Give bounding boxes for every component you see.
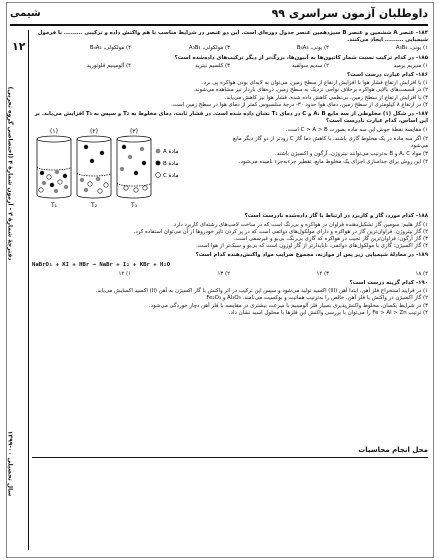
question-187-options [214, 127, 428, 167]
legend-b: B مادهٔ [163, 161, 179, 168]
option[interactable]: ۱) منیزیم برمید [393, 62, 428, 69]
option[interactable]: ۱) یونی، A₃B₄ [395, 45, 428, 52]
questions-area [32, 30, 428, 550]
figure-label-3: (۳) [130, 128, 138, 136]
option[interactable]: ۱) ۱۲ [118, 270, 131, 277]
page-header [10, 4, 428, 22]
option[interactable]: ۱) در فرایند استخراج فلز آهن، ابتدا آهن (III) اکسید تولید می‌شود و سپس این ترکیب در اثر واکنش با گاز اکسیژن به آهن (II) اکسید اکسایش می‌یابد. [95, 288, 428, 295]
scratch-divider [32, 457, 428, 458]
option[interactable]: ۴) ۱۸ [415, 270, 428, 277]
option[interactable]: ۲) ۱۳ [217, 270, 230, 277]
option[interactable]: ۳) مواد A، C و B به‌ترتیب می‌توانند نیتروژن، آرگون و اکسیژن باشند. [275, 151, 428, 158]
option[interactable]: ۱) با افزایش ارتفاع فشار هوا با افزایش ارتفاع از سطح زمین، می‌توان به لایه‌ای بودن هواکره پی برد. [202, 80, 428, 87]
option[interactable]: ۳) ۱۴ [316, 270, 329, 277]
options-184 [32, 45, 428, 52]
question-187-block [32, 127, 428, 211]
legend-c: C مادهٔ [163, 173, 179, 180]
option[interactable]: ۳) در شرایط یکسان، مخلوط واکنش‌پذیری بسیار فلز آلومینیم با سرعت بیشتری در مقایسه با فلز آهن دچار خوردگی می‌شود. [149, 302, 428, 309]
option[interactable]: ۴) ترتیب Fe > Al > Zn را می‌توان با بررسی واکنش این فلزها با محلول اسید نشان داد. [228, 309, 428, 316]
question-188: ۱۸۸- کدام مورد، گاز و کاربرد در ارتباط با گاز داده‌شده نادرست است؟ [244, 213, 428, 220]
subject-title: شیمی [10, 7, 41, 19]
option[interactable]: ۲) در قسمت‌های بالایی هواکره برخلاف نواحی نزدیک به سطح زمین، ذره‌های باردار نیز مشاهده می‌شوند. [193, 87, 428, 94]
question-189: ۱۸۹- در معادلهٔ شیمیایی زیر پس از موازنه، مجموع ضرایب مواد واکنش‌دهنده کدام است؟ [195, 252, 428, 259]
options-189 [32, 271, 428, 278]
legend-a: A مادهٔ [163, 149, 179, 156]
cylinder-2 [77, 136, 111, 198]
option[interactable]: ۲) سدیم سولفید [292, 62, 329, 69]
question-184: ۱۸۴- عنصر A ششمین و عنصر B سیزدهمین عنصر جدول دوره‌ای است. این دو عنصر در شرایط مناسب با هم واکنش داده و ترکیبی ......... با فرمول شیمیایی ......... ایجاد می‌کنند. [37, 30, 428, 44]
option[interactable]: ۲) گاز نیتروژن: فراوان‌ترین گاز در هواکره و دارای مولکول‌های دواتمی است که در پر کردن تایر خودروها از آن می‌توان استفاده کرد. [133, 228, 428, 235]
option[interactable]: ۴) آلومینیم فلوئورید [86, 62, 131, 69]
sidebar-vertical-date: سال تحصیلی ۰۰-۱۳۹۹ [6, 430, 14, 497]
options-185 [32, 63, 428, 70]
question-190: ۱۹۰- کدام گزینه درست است؟ [349, 280, 428, 287]
option[interactable]: ۲) گاز اکسیژن در واکنش با فلز آهن، خالص را به‌ترتیب هماتیت و بوکسیت می‌نامند. Al₂O₃ و Fe₂O₃ [206, 295, 428, 302]
figure-legend [156, 149, 179, 179]
sidebar-vertical-title: دفترچهٔ شمارهٔ ۳ - آزمون شمارهٔ ۴ (اختصاصی گروه تجربی) [6, 86, 14, 261]
option[interactable]: ۳) کلسیم نیترید [195, 62, 230, 69]
scratch-area-label: محل انجام محاسبات [358, 446, 428, 454]
cylinder-1-particles [39, 170, 68, 193]
option[interactable]: ۲) اگر سه ماده در یک مخلوط گازی باشند، با کاهش دما گاز C زودتر از دو گاز دیگر مایع می‌شود. [232, 135, 428, 149]
option[interactable]: ۴) در ارتفاع ۸ کیلومتری از سطح زمین، دمای هوا حدود ۳۰- درجهٔ سلسیوس کمتر از دمای هوا در سطح زمین است. [171, 101, 428, 108]
option[interactable]: ۱) مقایسهٔ نقطهٔ جوش این سه ماده بصورت C > A > B است. [285, 127, 428, 134]
question-187: ۱۸۷- در شکل (۱) مخلوطی از سه مایع A، B و C در دمای T₁ نشان داده شده است. در فشار ثابت، دمای مخلوط به T₂ و سپس به T₃ افزایش می‌یابد. بر این اساس، کدام عبارت نادرست است؟ [34, 111, 428, 125]
page-number: ۱۲ [12, 40, 26, 53]
exam-title: داوطلبان آزمون سراسری ۹۹ [271, 6, 428, 20]
option[interactable]: ۳) مولکولی، A₃B₄ [188, 45, 230, 52]
option[interactable]: ۴) این روش برای جداسازی اجزای یک مخلوط مایع، تقطیر جزءبه‌جزء نامیده می‌شود. [238, 159, 428, 166]
option[interactable]: ۱) گاز هلیم: سومین گاز تشکیل‌دهنده فراوان در هواکره و بی‌رنگ است که در ساخت لامپ‌های رشته‌ای کاربرد دارد. [172, 221, 428, 228]
temp-t2: T₂ [90, 202, 98, 210]
cylinder-2-particles [80, 145, 108, 193]
mixture-figure [32, 127, 207, 211]
temp-t1: T₁ [50, 202, 58, 210]
option[interactable]: ۳) با افزایش ارتفاع از سطح زمین، بی‌نظمی کاهش داده شده، فشار هوا نیز کاهش می‌یابد. [224, 94, 428, 101]
option[interactable]: ۳) گاز آرگون: فراوان‌ترین گاز نجیب در هواکره که گازی بی‌رنگ، بی‌بو و غیرسمی است. [233, 236, 428, 243]
option[interactable]: ۴) گاز اکسیژن: گازی با مولکول‌های دواتمی، ناپایدارتر از گاز اوزون است که بی‌بو و سبک‌تر از هوا است. [196, 243, 428, 250]
chemical-equation: NaBrO₃ + KI + HBr → NaBr + I₂ + KBr + H₂O [32, 261, 171, 268]
header-divider [10, 24, 428, 26]
question-185: ۱۸۵- در کدام ترکیب نسبت شمار کاتیون‌ها به آنیون‌ها، بزرگ‌تر از دیگر ترکیب‌های داده‌شده است؟ [174, 54, 428, 61]
option[interactable]: ۲) یونی، B₄A₃ [296, 45, 329, 52]
temp-t3: T₃ [130, 202, 138, 210]
figure-label-1: (۱) [50, 128, 58, 136]
question-186: ۱۸۶- کدام عبارت درست است؟ [347, 72, 428, 79]
option[interactable]: ۴) مولکولی، B₄A₃ [89, 45, 131, 52]
figure-label-2: (۲) [90, 128, 98, 136]
